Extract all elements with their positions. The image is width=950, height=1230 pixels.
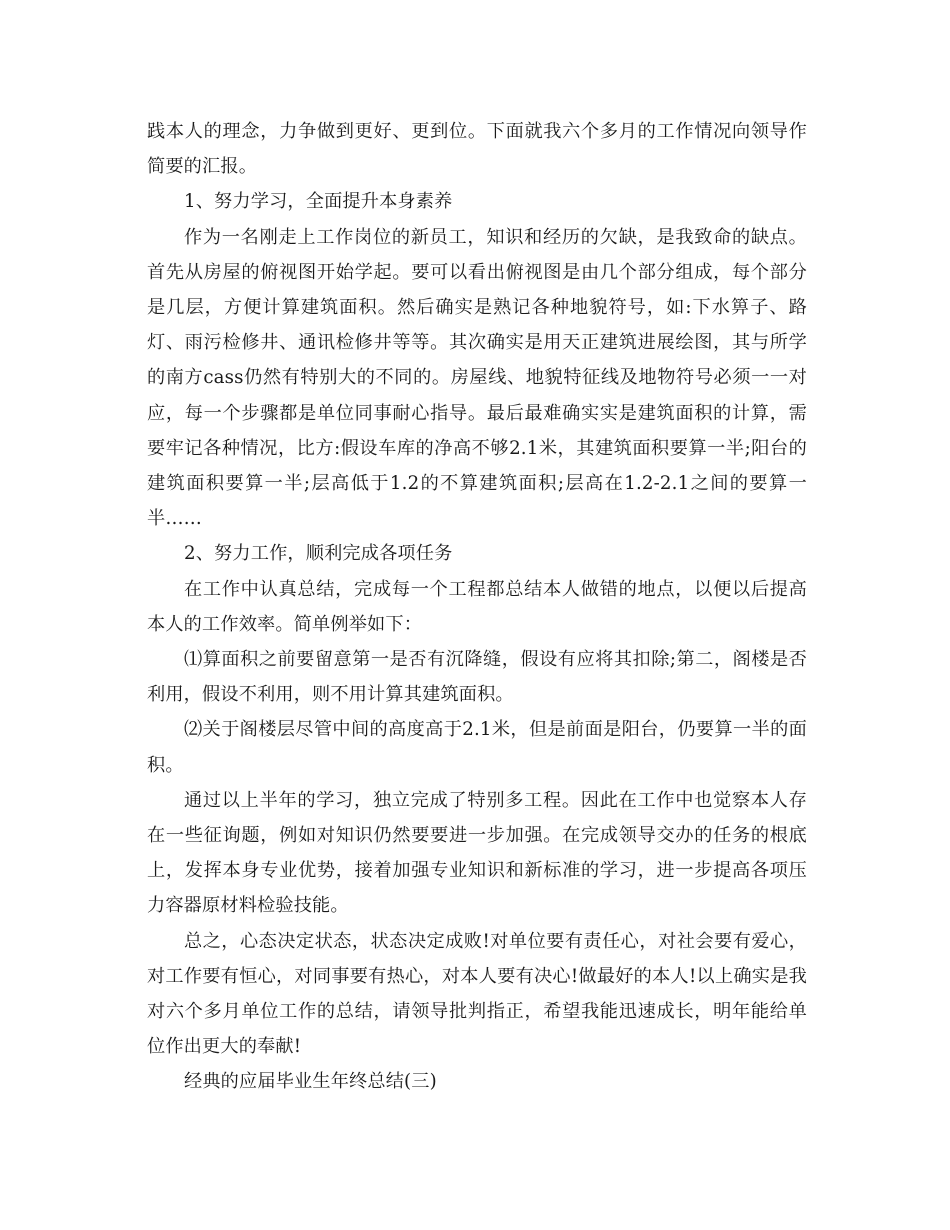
paragraph-continuation: 践本人的理念，力争做到更好、更到位。下面就我六个多月的工作情况向领导作简要的汇报。: [147, 121, 807, 178]
list-item-1: ⑴算面积之前要留意第一是否有沉降缝，假设有应将其扣除;第二，阁楼是否利用，假设不利用，则不用计算其建筑面积。: [147, 649, 807, 706]
paragraph-reflection: 通过以上半年的学习，独立完成了特别多工程。因此在工作中也觉察本人存在一些征询题，例如对知识仍然要要进一步加强。在完成领导交办的任务的根底上，发挥本身专业优势，接着加强专业知识和新标准的学习，进一步提高各项压力容器原材料检验技能。: [147, 789, 807, 917]
next-section-title: 经典的应届毕业生年终总结(三): [184, 1071, 437, 1093]
list-item-2: ⑵关于阁楼层尽管中间的高度高于2.1米，但是前面是阳台，仍要算一半的面积。: [147, 719, 807, 776]
paragraph-study-details: 作为一名刚走上工作岗位的新员工，知识和经历的欠缺，是我致命的缺点。首先从房屋的俯视图开始学起。要可以看出俯视图是由几个部分组成，每个部分是几层，方便计算建筑面积。然后确实是熟记各种地貌符号，如:下水箅子、路灯、雨污检修井、通讯检修井等等。其次确实是用天正建筑进展绘图，其与所学的南方cass仍然有特别大的不同的。房屋线、地貌特征线及地物符号必须一一对应，每一个步骤都是单位同事耐心指导。最后最难确实实是建筑面积的计算，需要牢记各种情况，比方:假设车库的净高不够2.1米，其建筑面积要算一半;阳台的建筑面积要算一半;层高低于1.2的不算建筑面积;层高在1.2-2.1之间的要算一半……: [147, 226, 807, 530]
paragraph-conclusion: 总之，心态决定状态，状态决定成败!对单位要有责任心，对社会要有爱心，对工作要有恒心，对同事要有热心，对本人要有决心!做最好的本人!以上确实是我对六个多月单位工作的总结，请领导批判指正，希望我能迅速成长，明年能给单位作出更大的奉献!: [147, 930, 807, 1058]
section-heading-study: 1、努力学习，全面提升本身素养: [184, 191, 453, 213]
section-heading-work: 2、努力工作，顺利完成各项任务: [184, 543, 453, 565]
document-body: [147, 114, 807, 1100]
paragraph-work-summary: 在工作中认真总结，完成每一个工程都总结本人做错的地点，以便以后提高本人的工作效率。简单例举如下：: [147, 578, 807, 635]
